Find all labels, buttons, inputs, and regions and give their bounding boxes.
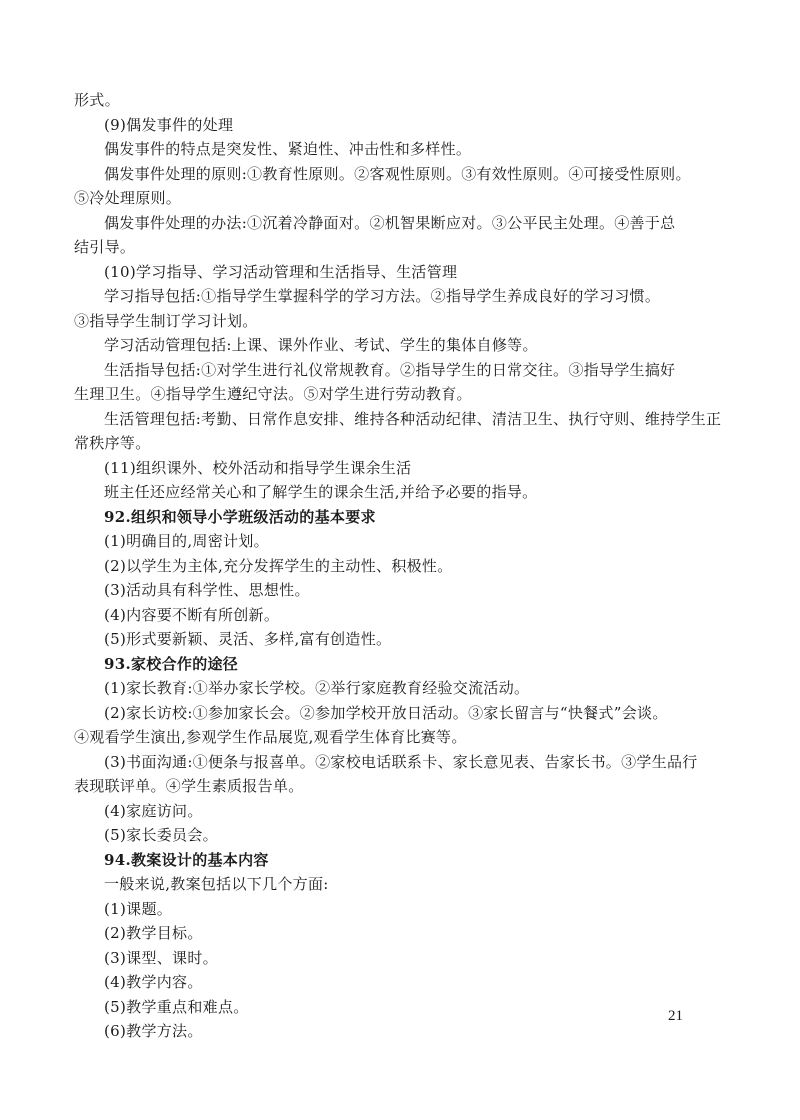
text-line: (6)教学方法。 bbox=[104, 1022, 203, 1040]
text-line: 偶发事件处理的原则:①教育性原则。②客观性原则。③有效性原则。④可接受性原则。 bbox=[104, 164, 691, 183]
text-line: (3)课型、课时。 bbox=[104, 948, 218, 967]
text-line: (11)组织课外、校外活动和指导学生课余生活 bbox=[104, 458, 412, 477]
text-line: (3)书面沟通:①便条与报喜单。②家校电话联系卡、家长意见表、告家长书。③学生品行 bbox=[104, 752, 698, 771]
text-line: (5)形式要新颖、灵活、多样,富有创造性。 bbox=[104, 630, 392, 648]
text-line: 偶发事件的特点是突发性、紧迫性、冲击性和多样性。 bbox=[104, 140, 472, 158]
text-line: (5)教学重点和难点。 bbox=[104, 997, 249, 1016]
text-line: ③指导学生制订学习计划。 bbox=[74, 311, 258, 330]
text-line: 偶发事件处理的办法:①沉着冷静面对。②机智果断应对。③公平民主处理。④善于总 bbox=[104, 213, 676, 232]
page-number: 21 bbox=[668, 1008, 683, 1024]
text-line: (4)教学内容。 bbox=[104, 973, 203, 991]
section-heading: 93.家校合作的途径 bbox=[104, 654, 239, 673]
text-line: (2)教学目标。 bbox=[104, 924, 203, 942]
text-line: (3)活动具有科学性、思想性。 bbox=[104, 581, 310, 599]
text-line: (4)家庭访问。 bbox=[104, 801, 203, 820]
text-line: 学习活动管理包括:上课、课外作业、考试、学生的集体自修等。 bbox=[104, 336, 538, 354]
text-line: (1)家长教育:①举办家长学校。②举行家庭教育经验交流活动。 bbox=[104, 679, 530, 697]
text-line: ④观看学生演出,参观学生作品展览,观看学生体育比赛等。 bbox=[74, 728, 467, 746]
text-line: (5)家长委员会。 bbox=[104, 826, 218, 844]
text-line: 结引导。 bbox=[74, 238, 136, 256]
text-line: (1)明确目的,周密计划。 bbox=[104, 532, 269, 550]
text-line: (1)课题。 bbox=[104, 899, 173, 918]
text-line: 形式。 bbox=[74, 91, 120, 109]
text-line: 常秩序等。 bbox=[74, 434, 151, 452]
text-line: 一般来说,教案包括以下几个方面: bbox=[104, 875, 329, 893]
text-line: 生活管理包括:考勤、日常作息安排、维持各种活动纪律、清洁卫生、执行守则、维持学生正 bbox=[104, 409, 722, 428]
page-body bbox=[74, 88, 722, 1044]
text-line: (10)学习指导、学习活动管理和生活指导、生活管理 bbox=[104, 262, 458, 281]
text-line: (2)以学生为主体,充分发挥学生的主动性、积极性。 bbox=[104, 556, 453, 575]
section-heading: 92.组织和领导小学班级活动的基本要求 bbox=[104, 507, 376, 526]
text-line: 学习指导包括:①指导学生掌握科学的学习方法。②指导学生养成良好的学习习惯。 bbox=[104, 287, 661, 305]
text-line: 生活指导包括:①对学生进行礼仪常规教育。②指导学生的日常交往。③指导学生搞好 bbox=[104, 360, 676, 379]
text-line: 表现联评单。④学生素质报告单。 bbox=[74, 777, 304, 795]
text-line: (9)偶发事件的处理 bbox=[104, 115, 234, 134]
section-heading: 94.教案设计的基本内容 bbox=[104, 850, 269, 869]
text-line: (4)内容要不断有所创新。 bbox=[104, 605, 280, 624]
text-line: 生理卫生。④指导学生遵纪守法。⑤对学生进行劳动教育。 bbox=[74, 385, 472, 403]
text-line: (2)家长访校:①参加家长会。②参加学校开放日活动。③家长留言与“快餐式”会谈。 bbox=[104, 703, 668, 722]
text-line: 班主任还应经常关心和了解学生的课余生活,并给予必要的指导。 bbox=[104, 483, 538, 501]
text-line: ⑤冷处理原则。 bbox=[74, 189, 182, 207]
